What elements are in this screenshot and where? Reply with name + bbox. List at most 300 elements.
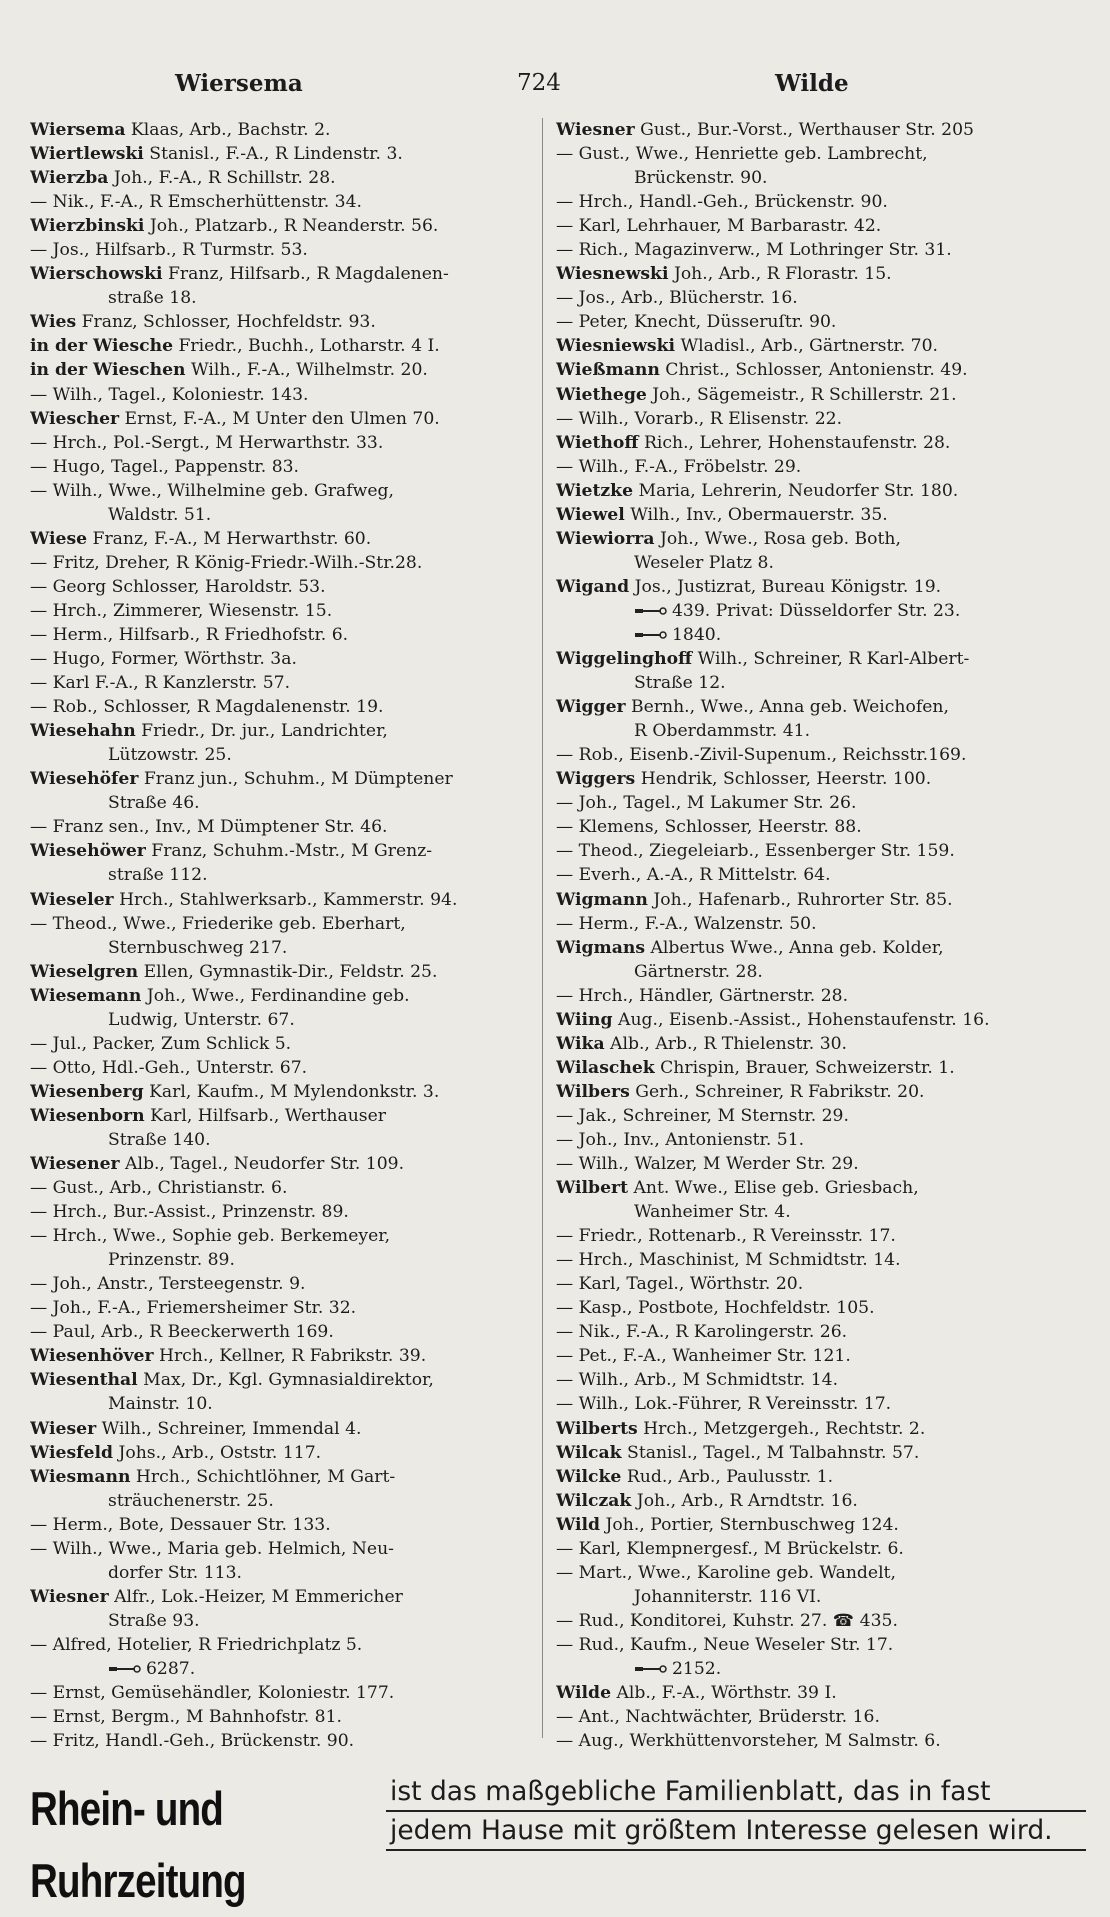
- directory-entry: [556, 1561, 1086, 1585]
- entry-details: Alb., F.-A., Wörthstr. 39 I.: [611, 1683, 837, 1704]
- directory-entry: [30, 623, 535, 647]
- entry-details: — Joh., Anstr., Tersteegenstr. 9.: [30, 1274, 306, 1295]
- entry-details: — Wilh., F.-A., Fröbelstr. 29.: [556, 456, 802, 477]
- directory-entry: [30, 839, 535, 863]
- directory-entry: [30, 190, 535, 214]
- entry-details: Joh., Arb., R Florastr. 15.: [668, 264, 892, 285]
- entry-details: Waldstr. 51.: [108, 504, 212, 525]
- entry-details: — Klemens, Schlosser, Heerstr. 88.: [556, 817, 862, 838]
- entry-details: — Georg Schlosser, Haroldstr. 53.: [30, 576, 326, 597]
- entry-details: — Friedr., Rottenarb., R Vereinsstr. 17.: [556, 1226, 896, 1247]
- entry-details: — Jos., Hilfsarb., R Turmstr. 53.: [30, 240, 308, 261]
- directory-entry: [556, 1489, 1086, 1513]
- directory-entry: [556, 575, 1086, 599]
- entry-details: Lützowstr. 25.: [108, 745, 232, 766]
- entry-details: — Hrch., Zimmerer, Wiesenstr. 15.: [30, 600, 333, 621]
- directory-entry: [556, 863, 1086, 887]
- entry-details: — Fritz, Handl.-Geh., Brückenstr. 90.: [30, 1731, 355, 1752]
- entry-details: Alb., Tagel., Neudorfer Str. 109.: [119, 1154, 405, 1175]
- directory-entry: [30, 719, 535, 743]
- directory-entry: [556, 503, 1086, 527]
- directory-entry: [556, 214, 1086, 238]
- entry-details: — Wilh., Walzer, M Werder Str. 29.: [556, 1154, 859, 1175]
- directory-entry: [30, 599, 535, 623]
- entry-surname: Wilberts: [556, 1418, 638, 1439]
- entry-details: — Hrch., Bur.-Assist., Prinzenstr. 89.: [30, 1202, 349, 1223]
- entry-details: Brückenstr. 90.: [634, 168, 768, 189]
- directory-entry: [556, 1224, 1086, 1248]
- entry-details: — Hrch., Pol.-Sergt., M Herwarthstr. 33.: [30, 432, 384, 453]
- directory-entry: [556, 1537, 1086, 1561]
- entry-surname: Wiesehahn: [30, 721, 136, 742]
- directory-entry: [30, 1056, 535, 1080]
- entry-details: Franz jun., Schuhm., M Dümptener: [138, 769, 453, 790]
- entry-details: Franz, F.-A., M Herwarthstr. 60.: [87, 528, 372, 549]
- page-header: [0, 62, 1110, 102]
- entry-details: straße 18.: [108, 288, 197, 309]
- directory-entry: [556, 1296, 1086, 1320]
- entry-details: Wilh., Schreiner, Immendal 4.: [96, 1418, 362, 1439]
- directory-entry: [556, 190, 1086, 214]
- directory-entry: [556, 599, 1086, 623]
- entry-details: Albertus Wwe., Anna geb. Kolder,: [645, 937, 944, 958]
- entry-details: — Joh., Tagel., M Lakumer Str. 26.: [556, 793, 857, 814]
- entry-details: Franz, Hilfsarb., R Magdalenen-: [162, 264, 449, 285]
- telephone-icon: [634, 1664, 668, 1674]
- directory-entry: [30, 358, 535, 382]
- directory-entry: [30, 815, 535, 839]
- directory-entry: [30, 791, 535, 815]
- entry-details: — Mart., Wwe., Karoline geb. Wandelt,: [556, 1562, 896, 1583]
- directory-entry: [556, 479, 1086, 503]
- directory-entry: [556, 1272, 1086, 1296]
- directory-entry: [30, 1272, 535, 1296]
- entry-surname: Wiing: [556, 1009, 613, 1030]
- directory-entry: [30, 1368, 535, 1392]
- entry-details: sträuchenerstr. 25.: [108, 1490, 274, 1511]
- entry-details: Hrch., Kellner, R Fabrikstr. 39.: [153, 1346, 427, 1367]
- entry-details: Hrch., Stahlwerksarb., Kammerstr. 94.: [113, 889, 458, 910]
- entry-surname: Wigmann: [556, 889, 648, 910]
- directory-entry: [556, 1152, 1086, 1176]
- directory-entry: [556, 767, 1086, 791]
- entry-details: Prinzenstr. 89.: [108, 1250, 235, 1271]
- entry-details: — Wilh., Tagel., Koloniestr. 143.: [30, 384, 309, 405]
- directory-entry: [556, 839, 1086, 863]
- directory-entry: [30, 286, 535, 310]
- entry-surname: Wiesner: [30, 1586, 109, 1607]
- directory-entry: [30, 238, 535, 262]
- entry-details: Joh., Arb., R Arndtstr. 16.: [631, 1490, 858, 1511]
- entry-details: — Hrch., Handl.-Geh., Brückenstr. 90.: [556, 192, 888, 213]
- entry-details: Alfr., Lok.-Heizer, M Emmericher: [108, 1586, 403, 1607]
- entry-details: Stanisl., F.-A., R Lindenstr. 3.: [143, 144, 403, 165]
- entry-details: — Aug., Werkhüttenvorsteher, M Salmstr. 6.: [556, 1731, 941, 1752]
- directory-entry: [556, 407, 1086, 431]
- directory-entry: [556, 984, 1086, 1008]
- entry-surname: Wiethoff: [556, 432, 639, 453]
- entry-details: — Wilh., Lok.-Führer, R Vereinsstr. 17.: [556, 1394, 892, 1415]
- directory-entry: [30, 310, 535, 334]
- entry-details: Wilh., Schreiner, R Karl-Albert-: [692, 649, 970, 670]
- entry-details: Hendrik, Schlosser, Heerstr. 100.: [635, 769, 932, 790]
- directory-entry: [30, 431, 535, 455]
- directory-entry: [30, 1705, 535, 1729]
- entry-details: — Rud., Konditorei, Kuhstr. 27. ☎ 435.: [556, 1610, 898, 1631]
- entry-details: Straße 46.: [108, 793, 200, 814]
- entry-details: — Joh., Inv., Antonienstr. 51.: [556, 1129, 805, 1150]
- directory-entry: [30, 671, 535, 695]
- directory-entry: [30, 1537, 535, 1561]
- directory-entry: [556, 1729, 1086, 1753]
- directory-entry: [30, 743, 535, 767]
- directory-entry: [30, 1417, 535, 1441]
- directory-entry: [30, 1392, 535, 1416]
- entry-details: Chrispin, Brauer, Schweizerstr. 1.: [654, 1057, 955, 1078]
- entry-surname: Wiggelinghoff: [556, 649, 693, 670]
- directory-entry: [556, 455, 1086, 479]
- entry-details: Ernst, F.-A., M Unter den Ulmen 70.: [119, 408, 440, 429]
- directory-entry: [556, 1609, 1086, 1633]
- entry-details: — Fritz, Dreher, R König-Friedr.-Wilh.-Str.28.: [30, 552, 423, 573]
- entry-details: — Theod., Wwe., Friederike geb. Eberhart,: [30, 913, 406, 934]
- entry-details: Maria, Lehrerin, Neudorfer Str. 180.: [633, 480, 959, 501]
- ad-line-2: jedem Hause mit größtem Interesse gelesen wird.: [386, 1812, 1086, 1851]
- directory-entry: [556, 383, 1086, 407]
- right-column: [556, 118, 1086, 1753]
- entry-details: Joh., Sägemeistr., R Schillerstr. 21.: [646, 384, 957, 405]
- entry-details: Wladisl., Arb., Gärtnerstr. 70.: [675, 336, 938, 357]
- entry-details: Gust., Bur.-Vorst., Werthauser Str. 205: [634, 120, 974, 140]
- entry-details: Weseler Platz 8.: [634, 552, 774, 573]
- entry-details: Franz, Schuhm.-Mstr., M Grenz-: [145, 841, 433, 862]
- directory-entry: [556, 912, 1086, 936]
- entry-surname: Wilaschek: [556, 1057, 655, 1078]
- entry-details: — Gust., Wwe., Henriette geb. Lambrecht,: [556, 144, 928, 165]
- entry-details: Hrch., Metzgergeh., Rechtstr. 2.: [637, 1418, 926, 1439]
- column-divider: [542, 118, 543, 1738]
- entry-details: — Nik., F.-A., R Emscherhüttenstr. 34.: [30, 192, 362, 213]
- directory-entry: [556, 262, 1086, 286]
- directory-entry: [556, 647, 1086, 671]
- directory-entry: [556, 1705, 1086, 1729]
- entry-details: Karl, Hilfsarb., Werthauser: [144, 1105, 386, 1126]
- entry-details: — Herm., Hilfsarb., R Friedhofstr. 6.: [30, 624, 349, 645]
- entry-details: Wanheimer Str. 4.: [634, 1202, 791, 1223]
- directory-entry: [30, 142, 535, 166]
- directory-entry: [556, 310, 1086, 334]
- directory-entry: [556, 1392, 1086, 1416]
- directory-entry: [556, 1513, 1086, 1537]
- entry-details: — Paul, Arb., R Beeckerwerth 169.: [30, 1322, 334, 1343]
- directory-entry: [30, 214, 535, 238]
- entry-details: Gerh., Schreiner, R Fabrikstr. 20.: [629, 1081, 925, 1102]
- entry-details: Straße 140.: [108, 1129, 211, 1150]
- entry-details: Bernh., Wwe., Anna geb. Weichofen,: [625, 697, 949, 718]
- entry-details: Joh., Wwe., Ferdinandine geb.: [141, 985, 410, 1006]
- entry-details: Gärtnerstr. 28.: [634, 961, 763, 982]
- entry-details: straße 112.: [108, 865, 208, 886]
- entry-details: Rich., Lehrer, Hohenstaufenstr. 28.: [638, 432, 951, 453]
- entry-details: Ellen, Gymnastik-Dir., Feldstr. 25.: [138, 961, 438, 982]
- directory-entry: [30, 407, 535, 431]
- directory-entry: [556, 334, 1086, 358]
- entry-details: — Hrch., Wwe., Sophie geb. Berkemeyer,: [30, 1226, 391, 1247]
- telephone-icon: [634, 606, 668, 616]
- entry-details: — Ant., Nachtwächter, Brüderstr. 16.: [556, 1707, 880, 1728]
- entry-details: — Ernst, Gemüsehändler, Koloniestr. 177.: [30, 1683, 395, 1704]
- entry-details: Franz, Schlosser, Hochfeldstr. 93.: [76, 312, 376, 333]
- entry-details: — Wilh., Vorarb., R Elisenstr. 22.: [556, 408, 843, 429]
- entry-details: Wilh., F.-A., Wilhelmstr. 20.: [185, 360, 428, 381]
- directory-entry: [30, 912, 535, 936]
- directory-entry: [30, 1729, 535, 1753]
- directory-entry: [556, 118, 1086, 142]
- directory-entry: [556, 1344, 1086, 1368]
- directory-entry: [30, 936, 535, 960]
- directory-entry: [556, 815, 1086, 839]
- page-number: 724: [517, 70, 561, 96]
- entry-surname: Wiesner: [556, 120, 635, 140]
- directory-entry: [30, 1489, 535, 1513]
- directory-entry: [30, 647, 535, 671]
- entry-surname: Wiesehöfer: [30, 769, 139, 790]
- entry-surname: Wiese: [30, 528, 88, 549]
- directory-entry: [556, 1681, 1086, 1705]
- directory-entry: [556, 936, 1086, 960]
- directory-entry: [30, 334, 535, 358]
- entry-surname: Wiesener: [30, 1154, 120, 1175]
- entry-details: — Herm., Bote, Dessauer Str. 133.: [30, 1514, 331, 1535]
- entry-details: Wilh., Inv., Obermauerstr. 35.: [624, 504, 888, 525]
- entry-details: Rud., Arb., Paulusstr. 1.: [621, 1466, 834, 1487]
- entry-surname: in der Wiesche: [30, 336, 174, 357]
- entry-surname: Wilcak: [556, 1442, 622, 1463]
- directory-entry: [30, 262, 535, 286]
- entry-details: — Hrch., Händler, Gärtnerstr. 28.: [556, 985, 849, 1006]
- entry-details: — Pet., F.-A., Wanheimer Str. 121.: [556, 1346, 851, 1367]
- entry-details: Joh., Wwe., Rosa geb. Both,: [654, 528, 901, 549]
- entry-details: Johs., Arb., Oststr. 117.: [113, 1442, 322, 1463]
- entry-details: — Rob., Eisenb.-Zivil-Supenum., Reichsstr.169.: [556, 745, 967, 766]
- directory-entry: [556, 671, 1086, 695]
- directory-entry: [556, 695, 1086, 719]
- entry-details: — Jul., Packer, Zum Schlick 5.: [30, 1033, 292, 1054]
- entry-details: — Hugo, Former, Wörthstr. 3a.: [30, 649, 297, 670]
- entry-details: — Jos., Arb., Blücherstr. 16.: [556, 288, 798, 309]
- entry-surname: Wießmann: [556, 360, 660, 381]
- entry-surname: Wilbers: [556, 1081, 630, 1102]
- directory-entry: [30, 695, 535, 719]
- directory-entry: [556, 1104, 1086, 1128]
- entry-details: — Karl, Klempnergesf., M Brückelstr. 6.: [556, 1538, 904, 1559]
- directory-entry: [556, 623, 1086, 647]
- directory-entry: [556, 1320, 1086, 1344]
- entry-details: Ludwig, Unterstr. 67.: [108, 1009, 295, 1030]
- entry-details: Joh., Platzarb., R Neanderstr. 56.: [144, 216, 439, 237]
- directory-entry: [556, 142, 1086, 166]
- entry-surname: Wiersema: [30, 120, 126, 140]
- directory-entry: [556, 1585, 1086, 1609]
- entry-details: Jos., Justizrat, Bureau Königstr. 19.: [629, 576, 942, 597]
- entry-surname: Wigmans: [556, 937, 646, 958]
- header-right-keyword: Wilde: [775, 70, 849, 97]
- entry-details: — Alfred, Hotelier, R Friedrichplatz 5.: [30, 1634, 363, 1655]
- entry-surname: Wigand: [556, 576, 630, 597]
- directory-entry: [30, 1633, 535, 1657]
- entry-details: Johanniterstr. 116 VI.: [634, 1586, 822, 1607]
- entry-surname: Wiesfeld: [30, 1442, 114, 1463]
- entry-details: Straße 12.: [634, 673, 726, 694]
- entry-details: 2152.: [672, 1659, 722, 1679]
- directory-entry: [30, 1513, 535, 1537]
- entry-details: — Jak., Schreiner, M Sternstr. 29.: [556, 1105, 849, 1126]
- entry-details: 6287.: [146, 1659, 196, 1679]
- entry-details: R Oberdammstr. 41.: [634, 721, 811, 742]
- entry-surname: Wilde: [556, 1683, 612, 1704]
- entry-surname: Wiesenberg: [30, 1081, 144, 1102]
- entry-surname: Wieser: [30, 1418, 97, 1439]
- entry-details: Joh., F.-A., R Schillstr. 28.: [108, 168, 336, 189]
- directory-entry: [30, 1585, 535, 1609]
- entry-details: Joh., Portier, Sternbuschweg 124.: [600, 1514, 899, 1535]
- entry-details: Hrch., Schichtlöhner, M Gart-: [130, 1466, 396, 1487]
- ad-line-1: ist das maßgebliche Familienblatt, das in fast: [386, 1773, 1086, 1812]
- directory-entry: [556, 719, 1086, 743]
- entry-surname: Wies: [30, 312, 77, 333]
- entry-details: 439. Privat: Düsseldorfer Str. 23.: [672, 600, 961, 621]
- directory-entry: [556, 1657, 1086, 1681]
- directory-entry: [556, 1368, 1086, 1392]
- directory-entry: [30, 1200, 535, 1224]
- entry-details: — Peter, Knecht, Düsseruſtr. 90.: [556, 312, 837, 333]
- entry-details: — Rich., Magazinverw., M Lothringer Str. 31.: [556, 240, 952, 261]
- entry-details: — Franz sen., Inv., M Dümptener Str. 46.: [30, 817, 388, 838]
- entry-surname: Wiesmann: [30, 1466, 131, 1487]
- directory-entry: [30, 1032, 535, 1056]
- directory-entry: [556, 527, 1086, 551]
- entry-details: Sternbuschweg 217.: [108, 937, 288, 958]
- directory-entry: [30, 767, 535, 791]
- entry-surname: Wilczak: [556, 1490, 632, 1511]
- entry-details: — Rob., Schlosser, R Magdalenenstr. 19.: [30, 697, 384, 718]
- entry-details: Max, Dr., Kgl. Gymnasialdirektor,: [137, 1370, 434, 1391]
- directory-entry: [30, 1441, 535, 1465]
- entry-details: Friedr., Buchh., Lotharstr. 4 I.: [173, 336, 440, 357]
- directory-entry: [30, 1561, 535, 1585]
- directory-entry: [30, 455, 535, 479]
- entry-surname: Wiescher: [30, 408, 120, 429]
- entry-details: — Karl F.-A., R Kanzlerstr. 57.: [30, 673, 291, 694]
- entry-surname: Wiesehöwer: [30, 841, 146, 862]
- directory-entry: [556, 166, 1086, 190]
- entry-details: Joh., Hafenarb., Ruhrorter Str. 85.: [647, 889, 953, 910]
- entry-surname: in der Wieschen: [30, 360, 186, 381]
- entry-surname: Wiewiorra: [556, 528, 655, 549]
- entry-details: — Nik., F.-A., R Karolingerstr. 26.: [556, 1322, 848, 1343]
- directory-entry: [30, 527, 535, 551]
- directory-entry: [30, 1128, 535, 1152]
- entry-details: — Theod., Ziegeleiarb., Essenberger Str. 159.: [556, 841, 955, 862]
- directory-entry: [30, 1609, 535, 1633]
- entry-surname: Wiesniewski: [556, 336, 676, 357]
- entry-surname: Wiesnewski: [556, 264, 669, 285]
- entry-details: — Joh., F.-A., Friemersheimer Str. 32.: [30, 1298, 357, 1319]
- entry-surname: Wilcke: [556, 1466, 622, 1487]
- entry-details: — Wilh., Wwe., Maria geb. Helmich, Neu-: [30, 1538, 394, 1559]
- directory-entry: [556, 960, 1086, 984]
- entry-surname: Wiertlewski: [30, 144, 144, 165]
- entry-details: Christ., Schlosser, Antonienstr. 49.: [659, 360, 968, 381]
- directory-entry: [556, 1200, 1086, 1224]
- directory-entry: [556, 1032, 1086, 1056]
- entry-details: 1840.: [672, 624, 722, 645]
- directory-entry: [30, 984, 535, 1008]
- directory-entry: [30, 1465, 535, 1489]
- directory-entry: [556, 1056, 1086, 1080]
- entry-details: — Everh., A.-A., R Mittelstr. 64.: [556, 865, 831, 886]
- telephone-icon: [108, 1664, 142, 1674]
- entry-surname: Wiesenhöver: [30, 1346, 154, 1367]
- directory-entry: [556, 1248, 1086, 1272]
- directory-entry: [556, 358, 1086, 382]
- directory-entry: [30, 1344, 535, 1368]
- directory-entry: [556, 1080, 1086, 1104]
- entry-surname: Wika: [556, 1033, 605, 1054]
- directory-entry: [556, 286, 1086, 310]
- directory-entry: [556, 1008, 1086, 1032]
- entry-surname: Wild: [556, 1514, 601, 1535]
- directory-entry: [30, 503, 535, 527]
- directory-entry: [30, 1152, 535, 1176]
- directory-entry: [556, 791, 1086, 815]
- telephone-icon: [634, 630, 668, 640]
- advertisement-banner: [30, 1773, 1085, 1907]
- entry-surname: Wiesenthal: [30, 1370, 138, 1391]
- directory-entry: [556, 1633, 1086, 1657]
- entry-details: Straße 93.: [108, 1610, 200, 1631]
- entry-details: — Herm., F.-A., Walzenstr. 50.: [556, 913, 817, 934]
- directory-entry: [30, 383, 535, 407]
- directory-entry: [30, 1248, 535, 1272]
- entry-surname: Wiewel: [556, 504, 625, 525]
- directory-entry: [556, 888, 1086, 912]
- directory-entry: [556, 431, 1086, 455]
- entry-details: — Rud., Kaufm., Neue Weseler Str. 17.: [556, 1634, 894, 1655]
- advertisement-text: [386, 1773, 1086, 1851]
- entry-surname: Wiesemann: [30, 985, 142, 1006]
- entry-details: Friedr., Dr. jur., Landrichter,: [135, 721, 388, 742]
- entry-details: Ant. Wwe., Elise geb. Griesbach,: [628, 1178, 919, 1199]
- entry-details: Karl, Kaufm., M Mylendonkstr. 3.: [143, 1081, 440, 1102]
- directory-entry: [30, 1657, 535, 1681]
- directory-entry: [30, 888, 535, 912]
- directory-entry: [30, 1104, 535, 1128]
- entry-details: — Wilh., Arb., M Schmidtstr. 14.: [556, 1370, 839, 1391]
- entry-details: — Kasp., Postbote, Hochfeldstr. 105.: [556, 1298, 875, 1319]
- entry-surname: Wiggers: [556, 769, 636, 790]
- directory-entry: [556, 551, 1086, 575]
- entry-surname: Wierschowski: [30, 264, 163, 285]
- entry-details: Klaas, Arb., Bachstr. 2.: [125, 120, 331, 140]
- entry-details: — Hrch., Maschinist, M Schmidtstr. 14.: [556, 1250, 901, 1271]
- entry-details: Mainstr. 10.: [108, 1394, 213, 1415]
- directory-entry: [30, 575, 535, 599]
- directory-entry: [30, 1176, 535, 1200]
- entry-surname: Wierzba: [30, 168, 109, 189]
- directory-entry: [30, 1320, 535, 1344]
- directory-entry: [556, 1417, 1086, 1441]
